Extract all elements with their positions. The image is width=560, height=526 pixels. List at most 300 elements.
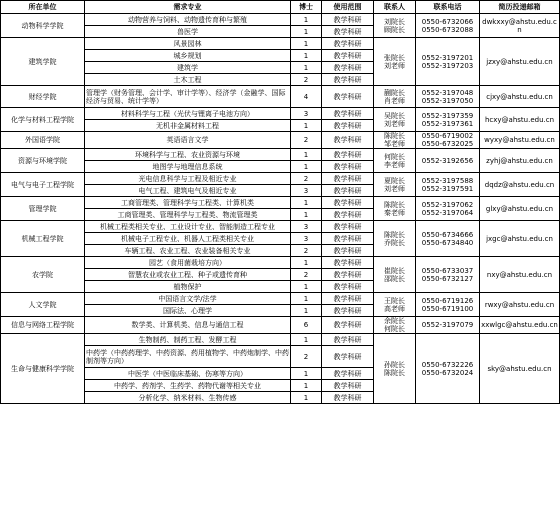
email-cell-text: hcxy@ahstu.edu.cn	[484, 115, 555, 124]
email-cell	[480, 149, 560, 173]
contact-cell-text: 余院长 何院长	[384, 317, 405, 333]
use-scope-cell	[322, 149, 374, 161]
contact-cell-text: 崔院长 邵院长	[384, 266, 405, 283]
phd-count-cell-text: 2	[303, 270, 309, 279]
unit-cell-text: 机械工程学院	[21, 234, 64, 243]
email-cell-text: wyxy@ahstu.edu.cn	[484, 136, 555, 144]
unit-cell	[1, 149, 85, 173]
email-cell	[480, 14, 560, 38]
use-scope-cell-text: 教学科研	[333, 306, 362, 315]
major-cell	[85, 257, 291, 269]
email-cell	[480, 293, 560, 317]
major-cell-text: 数学类、计算机类、信息与通信工程	[131, 321, 244, 329]
use-scope-cell	[322, 257, 374, 269]
phd-count-cell	[291, 132, 322, 149]
phd-count-cell	[291, 50, 322, 62]
use-scope-cell-text: 教学科研	[333, 75, 362, 84]
table-row	[1, 197, 560, 209]
major-cell-text: 光电信息科学与工程及相近专业	[138, 174, 237, 183]
email-cell-text: glxy@ahstu.edu.cn	[485, 204, 554, 213]
phd-count-cell	[291, 209, 322, 221]
use-scope-cell	[322, 293, 374, 305]
use-scope-cell	[322, 334, 374, 346]
use-scope-cell-text: 教学科研	[333, 246, 362, 255]
phd-count-cell	[291, 392, 322, 404]
phd-count-cell	[291, 305, 322, 317]
unit-cell	[1, 197, 85, 221]
major-cell-text: 工商管理类、管理科学与工程类、物流管理类	[117, 210, 258, 219]
phd-count-cell-text: 1	[303, 306, 309, 315]
use-scope-cell	[322, 62, 374, 74]
contact-cell-text: 夏院长 刘老师	[384, 176, 405, 193]
phd-count-cell-text: 1	[303, 258, 309, 267]
phd-count-cell-text: 1	[303, 198, 309, 207]
major-cell	[85, 368, 291, 380]
unit-cell-text: 外国语学院	[25, 136, 60, 144]
email-cell	[480, 257, 560, 293]
use-scope-cell-text: 教学科研	[333, 27, 362, 36]
major-cell-text: 工商管理类、管理科学与工程类、计算机类	[121, 198, 254, 207]
phd-count-cell	[291, 368, 322, 380]
phd-count-cell-text: 1	[303, 162, 309, 171]
table-row	[1, 38, 560, 50]
phd-count-cell	[291, 293, 322, 305]
use-scope-cell-text: 教学科研	[333, 234, 362, 243]
phd-count-cell-text: 3	[303, 222, 309, 231]
phone-cell-text: 0552-3197588 0552-3197591	[421, 176, 474, 193]
contact-cell-text: 王院长 高老师	[384, 296, 405, 313]
contact-cell	[374, 108, 416, 132]
unit-cell-text: 财经学院	[28, 92, 57, 101]
unit-cell-text: 动物科学学院	[21, 21, 64, 30]
phd-count-cell	[291, 86, 322, 108]
email-cell	[480, 197, 560, 221]
phd-count-cell	[291, 269, 322, 281]
use-scope-cell-text: 教学科研	[333, 174, 362, 183]
use-scope-cell-text: 教学科研	[333, 393, 362, 402]
email-cell-text: jzxy@ahstu.edu.cn	[486, 57, 553, 66]
major-cell	[85, 149, 291, 161]
phd-count-cell	[291, 334, 322, 346]
contact-cell-text: 张院长 刘老师	[384, 53, 405, 70]
major-cell-text: 园艺（食用菌栽培方向）	[149, 258, 226, 267]
unit-cell	[1, 293, 85, 317]
use-scope-cell	[322, 185, 374, 197]
major-cell-text: 机械工程类相关专业、工业设计专业、智能制造工程专业	[100, 222, 275, 231]
table-row	[1, 108, 560, 120]
email-cell	[480, 317, 560, 334]
contact-cell	[374, 14, 416, 38]
contact-cell	[374, 293, 416, 317]
phd-count-cell-text: 3	[303, 186, 309, 195]
major-cell	[85, 14, 291, 26]
email-cell	[480, 132, 560, 149]
phd-count-cell	[291, 257, 322, 269]
major-cell-text: 建筑学	[177, 63, 198, 72]
phd-count-cell	[291, 38, 322, 50]
major-cell-text: 风景园林	[173, 39, 202, 48]
major-cell	[85, 380, 291, 392]
use-scope-cell	[322, 317, 374, 334]
phd-count-cell	[291, 62, 322, 74]
use-scope-cell-text: 教学科研	[333, 335, 362, 344]
contact-cell	[374, 257, 416, 293]
major-cell	[85, 221, 291, 233]
phone-cell-text: 0550-6732226 0550-6732024	[421, 360, 474, 377]
use-scope-cell	[322, 120, 374, 132]
unit-cell-text: 化学与材料工程学院	[11, 115, 74, 124]
email-cell-text: xxwlgc@ahstu.edu.cn	[481, 321, 558, 329]
major-cell	[85, 233, 291, 245]
major-cell	[85, 86, 291, 108]
use-scope-cell	[322, 392, 374, 404]
table-row	[1, 173, 560, 185]
unit-cell	[1, 257, 85, 293]
major-cell	[85, 317, 291, 334]
phone-cell	[416, 38, 480, 86]
contact-cell	[374, 334, 416, 404]
unit-cell	[1, 221, 85, 257]
major-cell	[85, 346, 291, 368]
use-scope-cell	[322, 108, 374, 120]
use-scope-cell-text: 教学科研	[333, 198, 362, 207]
use-scope-cell-text: 教学科研	[333, 109, 362, 118]
unit-cell	[1, 132, 85, 149]
unit-cell-text: 人文学院	[28, 300, 57, 309]
use-scope-cell-text: 教学科研	[333, 63, 362, 72]
phd-count-cell-text: 4	[303, 92, 309, 101]
phd-count-cell-text: 1	[303, 294, 309, 303]
contact-cell-text: 陈院长 乔院长	[384, 230, 405, 247]
use-scope-cell-text: 教学科研	[333, 15, 362, 24]
phone-cell	[416, 149, 480, 173]
table-body	[1, 14, 560, 404]
unit-cell-text: 资源与环境学院	[18, 156, 67, 165]
use-scope-cell	[322, 161, 374, 173]
contact-cell-text: 蒯院长 肖老师	[384, 88, 405, 105]
major-cell-text: 中医学（中医临床基础、伤寒等方向）	[128, 369, 247, 378]
phd-count-cell-text: 6	[303, 321, 309, 329]
major-cell	[85, 197, 291, 209]
use-scope-cell-text: 教学科研	[333, 258, 362, 267]
major-cell-text: 分析化学、纳米材料、生物传感	[138, 393, 237, 402]
phd-count-cell	[291, 245, 322, 257]
contact-cell-text: 刘院长 顾院长	[384, 17, 405, 34]
use-scope-cell	[322, 86, 374, 108]
email-cell	[480, 108, 560, 132]
major-cell	[85, 26, 291, 38]
use-scope-cell-text: 教学科研	[333, 321, 362, 329]
use-scope-cell-text: 教学科研	[333, 282, 362, 291]
header-phone: 联系电话	[416, 1, 480, 14]
unit-cell-text: 建筑学院	[28, 57, 57, 66]
major-cell	[85, 50, 291, 62]
contact-cell	[374, 149, 416, 173]
use-scope-cell	[322, 368, 374, 380]
major-cell-text: 材料科学与工程（光伏与锂离子电池方向）	[121, 109, 254, 118]
table-row	[1, 317, 560, 334]
unit-cell	[1, 334, 85, 404]
phd-count-cell	[291, 149, 322, 161]
phd-count-cell	[291, 197, 322, 209]
use-scope-cell	[322, 132, 374, 149]
phd-count-cell-text: 2	[303, 246, 309, 255]
contact-cell	[374, 132, 416, 149]
table-row	[1, 132, 560, 149]
use-scope-cell	[322, 50, 374, 62]
phd-count-cell	[291, 221, 322, 233]
email-cell-text: dqdz@ahstu.edu.cn	[484, 180, 555, 189]
major-cell-text: 中国语言文学/法学	[158, 294, 217, 303]
email-cell	[480, 173, 560, 197]
phone-cell-text: 0552-3197359 0552-3197361	[421, 111, 474, 128]
major-cell-text: 城乡规划	[173, 51, 202, 60]
header-unit: 所在单位	[1, 1, 85, 14]
major-cell-text: 地图学与地理信息系统	[152, 162, 223, 171]
use-scope-cell	[322, 346, 374, 368]
unit-cell	[1, 317, 85, 334]
contact-cell	[374, 86, 416, 108]
major-cell	[85, 62, 291, 74]
phd-count-cell-text: 1	[303, 282, 309, 291]
unit-cell-text: 信息与网络工程学院	[11, 321, 74, 329]
phone-cell	[416, 293, 480, 317]
phone-cell-text: 0550-6733037 0550-6732127	[421, 266, 474, 283]
use-scope-cell-text: 教学科研	[333, 39, 362, 48]
phd-count-cell-text: 1	[303, 335, 309, 344]
major-cell-text: 土木工程	[173, 75, 202, 84]
table-row	[1, 293, 560, 305]
use-scope-cell	[322, 245, 374, 257]
phd-count-cell-text: 2	[303, 75, 309, 84]
unit-cell	[1, 108, 85, 132]
header-phd: 博士	[291, 1, 322, 14]
use-scope-cell	[322, 281, 374, 293]
unit-cell-text: 电气与电子工程学院	[11, 180, 74, 189]
phd-count-cell	[291, 74, 322, 86]
header-row	[1, 1, 560, 14]
major-cell-text: 英语语言文学	[166, 136, 209, 144]
use-scope-cell-text: 教学科研	[333, 121, 362, 130]
major-cell	[85, 161, 291, 173]
phd-count-cell-text: 3	[303, 109, 309, 118]
phd-count-cell	[291, 317, 322, 334]
major-cell	[85, 269, 291, 281]
email-cell-text: rwxy@ahstu.edu.cn	[484, 300, 555, 309]
use-scope-cell	[322, 173, 374, 185]
contact-cell	[374, 317, 416, 334]
unit-cell-text: 生命与健康科学学院	[11, 364, 74, 373]
major-cell-text: 管理学（财务管理、会计学、审计学等）、经济学（金融学、国际经济与贸易、统计学等）	[86, 88, 286, 105]
phone-cell-text: 0550-6719126 0550-6719100	[421, 296, 474, 313]
major-cell-text: 车辆工程、农业工程、农业装备相关专业	[124, 246, 251, 255]
phone-cell-text: 0552-3197048 0552-3197050	[421, 88, 474, 105]
phone-cell-text: 0550-6719002 0550-6732025	[421, 132, 474, 148]
table-row	[1, 334, 560, 346]
phone-cell	[416, 14, 480, 38]
unit-cell	[1, 86, 85, 108]
phone-cell	[416, 86, 480, 108]
phone-cell-text: 0550-6734666 0550-6734840	[421, 230, 474, 247]
major-cell-text: 无机非金属材料工程	[156, 121, 219, 130]
phd-count-cell-text: 1	[303, 150, 309, 159]
use-scope-cell	[322, 221, 374, 233]
major-cell	[85, 38, 291, 50]
phone-cell	[416, 221, 480, 257]
contact-cell-text: 何院长 李老师	[384, 152, 405, 169]
phd-count-cell	[291, 26, 322, 38]
phd-count-cell-text: 2	[303, 174, 309, 183]
table-row	[1, 257, 560, 269]
use-scope-cell-text: 教学科研	[333, 294, 362, 303]
use-scope-cell	[322, 197, 374, 209]
email-cell-text: jxgc@ahstu.edu.cn	[486, 234, 553, 243]
phone-cell	[416, 132, 480, 149]
email-cell-text: nxy@ahstu.edu.cn	[486, 270, 553, 279]
table-row	[1, 86, 560, 108]
phd-count-cell	[291, 120, 322, 132]
major-cell-text: 兽医学	[177, 27, 198, 36]
email-cell-text: zyhj@ahstu.edu.cn	[486, 156, 553, 165]
major-cell	[85, 132, 291, 149]
major-cell	[85, 185, 291, 197]
contact-cell	[374, 173, 416, 197]
use-scope-cell	[322, 38, 374, 50]
phd-count-cell-text: 1	[303, 369, 309, 378]
phone-cell	[416, 197, 480, 221]
major-cell-text: 中药学（中药药理学、中药资源、药用植物学、中药炮制学、中药制剂等方向）	[86, 348, 289, 365]
header-use-scope: 使用范围	[322, 1, 374, 14]
major-cell	[85, 281, 291, 293]
use-scope-cell	[322, 305, 374, 317]
major-cell	[85, 74, 291, 86]
header-email: 简历投递邮箱	[480, 1, 560, 14]
use-scope-cell	[322, 209, 374, 221]
major-cell-text: 环境科学与工程、农业资源与环境	[135, 150, 240, 159]
phd-count-cell-text: 1	[303, 27, 309, 36]
use-scope-cell-text: 教学科研	[333, 51, 362, 60]
major-cell	[85, 173, 291, 185]
use-scope-cell	[322, 74, 374, 86]
phone-cell	[416, 257, 480, 293]
phone-cell	[416, 317, 480, 334]
phone-cell-text: 0552-3192656	[421, 156, 474, 165]
phd-count-cell	[291, 233, 322, 245]
major-cell-text: 中药学、药剂学、生药学、药物代谢等相关专业	[114, 381, 261, 390]
phone-cell	[416, 173, 480, 197]
major-cell-text: 电气工程、建筑电气及相近专业	[138, 186, 237, 195]
phd-count-cell	[291, 108, 322, 120]
unit-cell	[1, 14, 85, 38]
phd-count-cell-text: 1	[303, 393, 309, 402]
phd-count-cell	[291, 346, 322, 368]
unit-cell	[1, 38, 85, 86]
use-scope-cell	[322, 269, 374, 281]
major-cell	[85, 120, 291, 132]
phd-count-cell-text: 1	[303, 121, 309, 130]
major-cell	[85, 392, 291, 404]
phd-count-cell	[291, 185, 322, 197]
contact-cell-text: 陈院长 秦老师	[384, 200, 405, 217]
use-scope-cell-text: 教学科研	[333, 270, 362, 279]
use-scope-cell-text: 教学科研	[333, 92, 362, 101]
phd-count-cell-text: 1	[303, 63, 309, 72]
use-scope-cell-text: 教学科研	[333, 162, 362, 171]
unit-cell	[1, 173, 85, 197]
use-scope-cell-text: 教学科研	[333, 369, 362, 378]
table-row	[1, 221, 560, 233]
phd-count-cell	[291, 14, 322, 26]
phd-count-cell-text: 1	[303, 15, 309, 24]
phd-count-cell-text: 3	[303, 234, 309, 243]
contact-cell-text: 陈院长 邹老师	[384, 132, 405, 148]
phone-cell-text: 0550-6732066 0550-6732088	[421, 17, 474, 34]
use-scope-cell-text: 教学科研	[333, 210, 362, 219]
use-scope-cell-text: 教学科研	[333, 136, 362, 144]
major-cell-text: 智慧农业或农业工程、种子或遗传育种	[128, 270, 247, 279]
phone-cell	[416, 334, 480, 404]
email-cell	[480, 86, 560, 108]
major-cell-text: 植物保护	[173, 282, 202, 291]
phd-count-cell	[291, 173, 322, 185]
header-contact: 联系人	[374, 1, 416, 14]
phd-count-cell-text: 1	[303, 39, 309, 48]
phd-count-cell	[291, 161, 322, 173]
use-scope-cell	[322, 380, 374, 392]
use-scope-cell-text: 教学科研	[333, 222, 362, 231]
phone-cell-text: 0552-3197201 0552-3197203	[421, 53, 474, 70]
phd-count-cell-text: 1	[303, 51, 309, 60]
use-scope-cell-text: 教学科研	[333, 381, 362, 390]
contact-cell	[374, 221, 416, 257]
email-cell-text: dwkxxy@ahstu.edu.cn	[482, 17, 557, 34]
contact-cell-text: 孙院长 陈院长	[384, 360, 405, 377]
major-cell-text: 机械电子工程专业、机器人工程类相关专业	[121, 234, 254, 243]
major-cell	[85, 305, 291, 317]
email-cell-text: sky@ahstu.edu.cn	[487, 364, 552, 373]
email-cell	[480, 334, 560, 404]
phd-count-cell-text: 1	[303, 381, 309, 390]
table-row	[1, 14, 560, 26]
email-cell	[480, 221, 560, 257]
major-cell-text: 国际法、心理学	[163, 306, 212, 315]
phd-count-cell	[291, 380, 322, 392]
phone-cell-text: 0552-3197079	[421, 321, 474, 329]
phd-count-cell	[291, 281, 322, 293]
email-cell-text: cjxy@ahstu.edu.cn	[486, 92, 553, 101]
use-scope-cell-text: 教学科研	[333, 186, 362, 195]
phone-cell-text: 0552-3197062 0552-3197064	[421, 200, 474, 217]
major-cell	[85, 334, 291, 346]
major-cell	[85, 293, 291, 305]
contact-cell	[374, 197, 416, 221]
table-row	[1, 149, 560, 161]
contact-cell	[374, 38, 416, 86]
use-scope-cell	[322, 233, 374, 245]
phd-count-cell-text: 2	[303, 352, 309, 361]
header-major: 需求专业	[85, 1, 291, 14]
phone-cell	[416, 108, 480, 132]
use-scope-cell-text: 教学科研	[333, 150, 362, 159]
unit-cell-text: 农学院	[32, 270, 53, 279]
major-cell	[85, 245, 291, 257]
unit-cell-text: 管理学院	[28, 204, 57, 213]
phd-count-cell-text: 1	[303, 210, 309, 219]
use-scope-cell-text: 教学科研	[333, 352, 362, 361]
major-cell-text: 动物营养与饲料、动物遗传育种与繁殖	[128, 15, 247, 24]
major-cell-text: 生物制药、制药工程、发酵工程	[138, 335, 237, 344]
major-cell	[85, 209, 291, 221]
